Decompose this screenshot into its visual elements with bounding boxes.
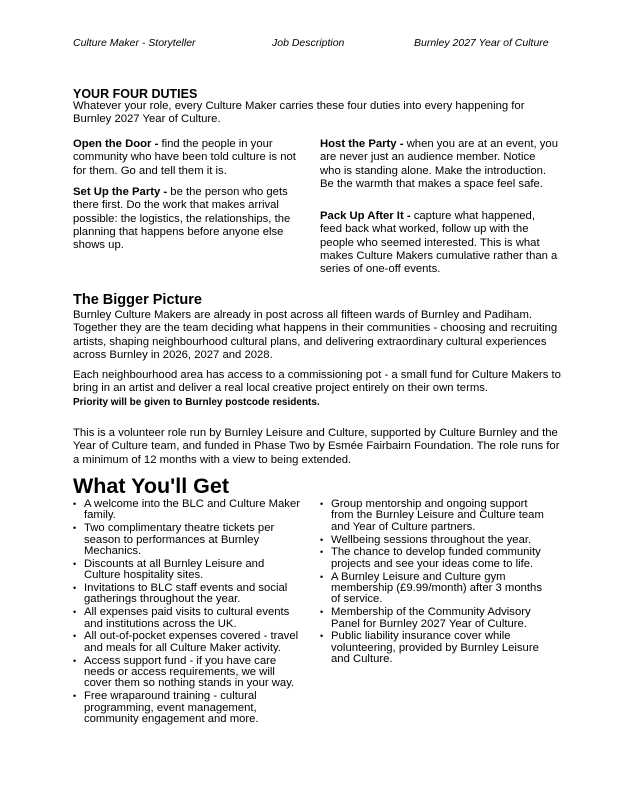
duty-host-the-party bbox=[320, 138, 558, 191]
bullet-icon: • bbox=[320, 631, 324, 642]
duties-heading: YOUR FOUR DUTIES bbox=[73, 87, 198, 101]
bullet-icon: • bbox=[73, 583, 77, 594]
header-programme: Burnley 2027 Year of Culture bbox=[414, 37, 549, 49]
header-doc-type: Job Description bbox=[272, 37, 345, 49]
duties-intro: Whatever your role, every Culture Maker carries these four duties into every happening for Burnley 2027 Year of Culture. bbox=[73, 100, 525, 126]
bullet-icon: • bbox=[320, 534, 324, 545]
bullet-icon: • bbox=[320, 607, 324, 618]
bigger-picture-para-1: Burnley Culture Makers are already in post across all fifteen wards of Burnley and Padiham. Together they are the team deciding what happens in their communities - choosing and recruiting artists, shaping neighbourhood cultural plans, and delivering extraordinary cultural experiences across Burnley in 2026, 2027 and 2028. bbox=[73, 309, 558, 361]
bigger-picture-para-3: This is a volunteer role run by Burnley Leisure and Culture, supported by Culture Burnley and the Year of Culture team, and funded in Phase Two by Esmée Fairbairn Foundation. The role runs for a minimum of 12 months with a view to being extended. bbox=[73, 427, 560, 466]
duty-title: Pack Up After It - bbox=[320, 210, 411, 222]
benefit-item bbox=[73, 523, 303, 557]
benefit-text: All expenses paid visits to cultural events and institutions across the UK. bbox=[84, 606, 290, 630]
benefit-text: All out-of-pocket expenses covered - travel and meals for all Culture Maker activity. bbox=[84, 630, 299, 654]
duty-open-the-door bbox=[73, 138, 309, 178]
bullet-icon: • bbox=[320, 499, 324, 509]
bullet-icon: • bbox=[73, 631, 77, 642]
benefit-item bbox=[73, 631, 303, 654]
bigger-picture-heading: The Bigger Picture bbox=[73, 292, 202, 308]
duty-set-up-the-party bbox=[73, 186, 309, 252]
benefit-text: Wellbeing sessions throughout the year. bbox=[331, 533, 532, 546]
duty-text: find the people in your community who have been told culture is not for them. Go and tell them it is. bbox=[73, 138, 296, 177]
benefit-item bbox=[320, 572, 546, 606]
benefit-item bbox=[73, 607, 303, 630]
header-role: Culture Maker - Storyteller bbox=[73, 37, 196, 49]
what-youll-get-heading: What You'll Get bbox=[73, 474, 230, 498]
bullet-icon: • bbox=[73, 523, 77, 534]
benefit-text: Invitations to BLC staff events and social gatherings throughout the year. bbox=[84, 582, 288, 606]
benefit-text: Free wraparound training - cultural programming, event management, community engagement and more. bbox=[84, 690, 259, 726]
benefit-item bbox=[320, 535, 546, 546]
benefit-item bbox=[320, 499, 546, 533]
benefit-text: A welcome into the BLC and Culture Maker family. bbox=[84, 498, 301, 522]
duty-pack-up-after-it bbox=[320, 210, 558, 276]
benefits-list-right bbox=[320, 499, 546, 667]
duty-title: Host the Party - bbox=[320, 138, 404, 150]
bullet-icon: • bbox=[73, 499, 77, 509]
benefit-item bbox=[73, 559, 303, 582]
benefit-text: Public liability insurance cover while volunteering, provided by Burnley Leisure and Culture. bbox=[331, 630, 539, 666]
benefit-item bbox=[73, 583, 303, 606]
priority-note: Priority will be given to Burnley postcode residents. bbox=[73, 397, 320, 408]
benefit-item bbox=[320, 631, 546, 665]
benefit-text: Access support fund - if you have care needs or access requirements, we will cover them so nothing stands in your way. bbox=[84, 654, 295, 690]
benefit-text: The chance to develop funded community projects and see your ideas come to life. bbox=[331, 546, 541, 570]
benefits-list-left bbox=[73, 499, 303, 727]
benefit-item bbox=[73, 499, 303, 522]
bullet-icon: • bbox=[320, 571, 324, 582]
bigger-picture-para-2: Each neighbourhood area has access to a commissioning pot - a small fund for Culture Makers to bring in an artist and deliver a real local creative project entirely on their own terms. bbox=[73, 369, 561, 395]
benefit-item bbox=[73, 656, 303, 690]
benefit-item bbox=[73, 691, 303, 725]
benefit-item bbox=[320, 607, 546, 630]
benefit-text: A Burnley Leisure and Culture gym membership (£9.99/month) after 3 months of service. bbox=[331, 570, 542, 606]
duty-title: Set Up the Party - bbox=[73, 186, 168, 198]
duty-text: capture what happened, feed back what worked, follow up with the people who seemed interested. This is what makes Culture Makers cumulative rather than a series of one-off events. bbox=[320, 210, 558, 276]
benefit-item bbox=[320, 547, 546, 570]
duty-title: Open the Door - bbox=[73, 138, 159, 150]
duty-text: be the person who gets there first. Do the work that makes arrival possible: the logistics, the relationships, the planning that happens before anyone else shows up. bbox=[73, 186, 291, 252]
benefit-text: Two complimentary theatre tickets per season to performances at Burnley Mechanics. bbox=[84, 522, 275, 558]
benefit-text: Discounts at all Burnley Leisure and Culture hospitality sites. bbox=[84, 557, 265, 582]
bullet-icon: • bbox=[73, 558, 77, 569]
bullet-icon: • bbox=[320, 547, 324, 558]
duty-text: when you are at an event, you are never just an audience member. Notice who is standing alone. Make the introduction. Be the warmth that makes a space feel safe. bbox=[320, 138, 558, 190]
bullet-icon: • bbox=[73, 607, 77, 618]
bullet-icon: • bbox=[73, 691, 77, 702]
benefit-text: Membership of the Community Advisory Panel for Burnley 2027 Year of Culture. bbox=[331, 606, 531, 630]
benefit-text: Group mentorship and ongoing support from the Burnley Leisure and Culture team and Year of Culture partners. bbox=[331, 498, 544, 533]
bullet-icon: • bbox=[73, 655, 77, 666]
